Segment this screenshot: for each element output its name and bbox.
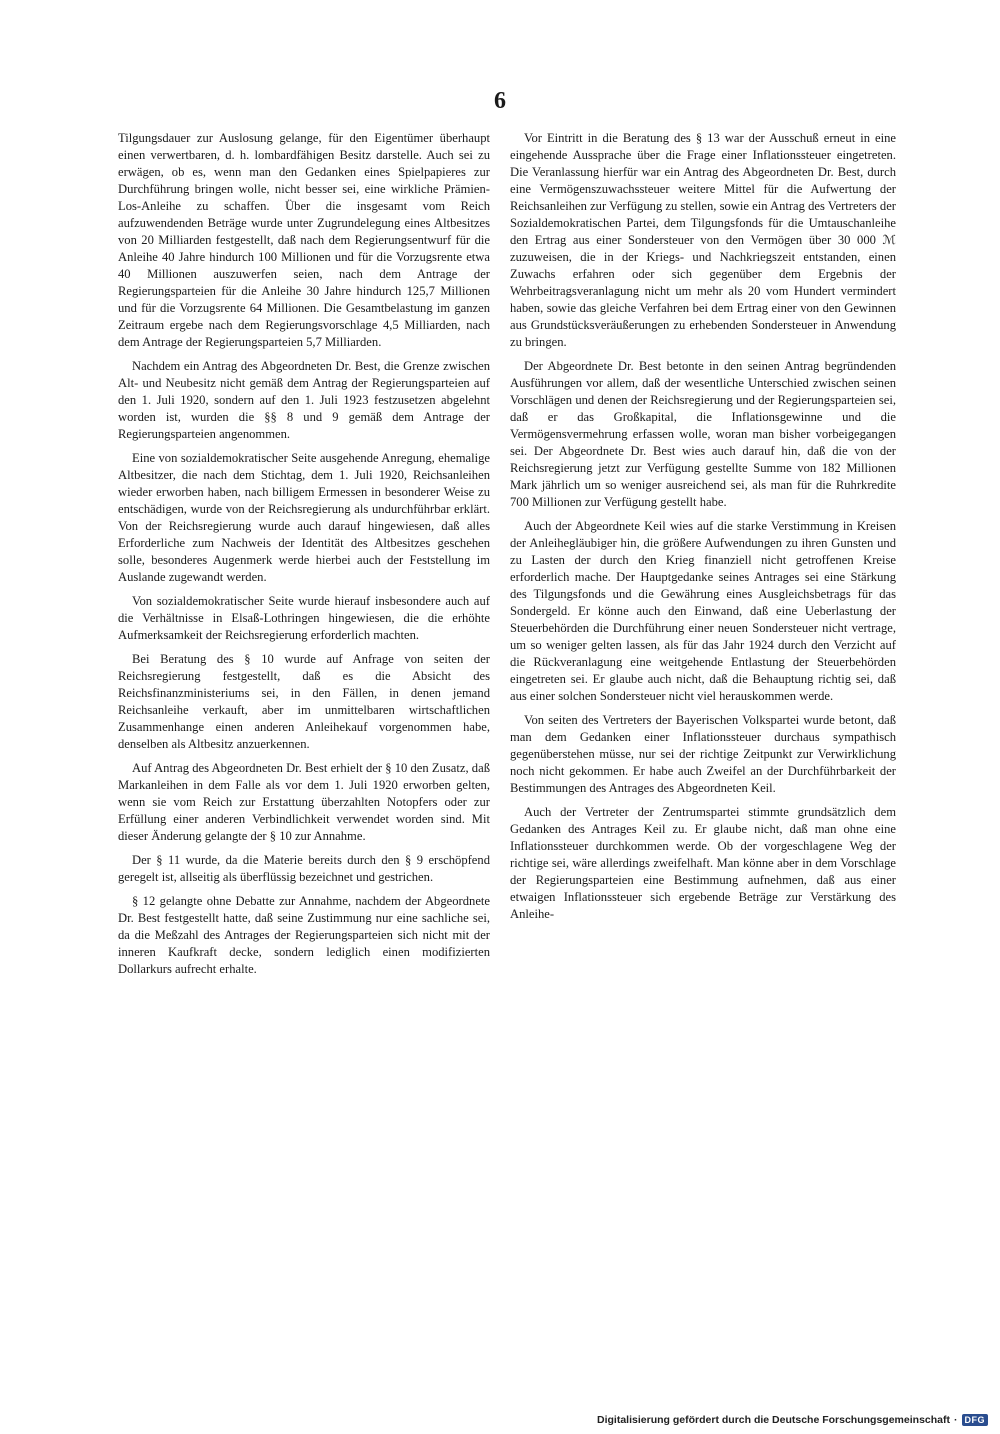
left-paragraph-3: Eine von sozialdemokratischer Seite ausgehende Anregung, ehemalige Altbesitzer, die nach dem Stichtag, dem 1. Juli 1920, Reichsanleihen wieder erworben haben, nach billigem Ermessen in besonderer Weise zu entschädigen, wurde von der Reichsregierung als undurchführbar erklärt. Von der Reichsregierung wurde auch darauf hingewiesen, daß alles Erforderliche zum Nachweis der Identität des Altbesitzes geschehen solle, besonderes Augenmerk werde hierbei auch der Feststellung im Auslande zugewandt werden.: [118, 451, 490, 584]
right-paragraph-5: Auch der Vertreter der Zentrumspartei stimmte grundsätzlich dem Gedanken des Antrages Keil zu. Er glaube nicht, daß man ohne eine Inflationssteuer durchkommen werde. Ob der vorgeschlagene Weg der richtige sei, wäre allerdings zweifelhaft. Man könne aber in dem Vorschlage der Regierungsparteien eine Bestimmung aufnehmen, daß aus einer etwaigen Inflationssteuer sich ergebende Beträge zur Verstärkung des Anleihe-: [510, 805, 896, 921]
right-paragraph-3: Auch der Abgeordnete Keil wies auf die starke Verstimmung in Kreisen der Anleihegläubiger hin, die größere Aufwendungen zu ihren Gunsten und zu Lasten der durch den Krieg finanziell nicht getroffenen Kreise erforderlich mache. Der Hauptgedanke seines Antrages sei eine Stärkung des Tilgungsfonds und die Gewährung eines Ausgleichsbetrags für das Sondergeld. Er könne auch den Einwand, daß eine Ueberlastung der Steuerbehörden die Durchführung einer neuen Sondersteuer nicht vertrage, um so weniger gelten lassen, als für das Jahr 1924 durch den Verzicht auf die Rückveranlagung eine weitgehende Entlastung der Steuerbehörden eingetreten sei. Er glaube auch nicht, daß die Behauptung richtig sei, daß aus einer solchen Sondersteuer nicht viel herauskommen werde.: [510, 519, 896, 703]
dfg-logo: DFG: [962, 1414, 989, 1426]
left-paragraph-6: Auf Antrag des Abgeordneten Dr. Best erhielt der § 10 den Zusatz, daß Markanleihen in dem Falle als vor dem 1. Juli 1920 erworben gelten, wenn sie vom Reich zur Erstattung überzahlten Notopfers oder zur Erfüllung einer anderen Verbindlichkeit verwendet worden sind. Mit dieser Änderung gelangte der § 10 zur Annahme.: [118, 761, 490, 843]
right-paragraph-2: Der Abgeordnete Dr. Best betonte in den seinen Antrag begründenden Ausführungen vor allem, daß der wesentliche Unterschied zwischen seinen Vorschlägen und denen der Reichsregierung und der Regierungsparteien sei, daß er das Großkapital, die Inflationsgewinne und die Vermögensvermehrung erfassen wolle, woran man bisher vorbeigegangen sei. Der Abgeordnete Dr. Best wies auch darauf hin, daß die von der Reichsregierung jetzt zur Verfügung gestellte Summe von 182 Millionen Mark jährlich um so weniger ausreichend sei, als man für die Ruhrkredite 700 Millionen zur Verfügung gestellt habe.: [510, 359, 896, 509]
footer-text: Digitalisierung gefördert durch die Deutsche Forschungsgemeinschaft: [597, 1414, 950, 1426]
left-column: [118, 130, 490, 985]
left-paragraph-4: Von sozialdemokratischer Seite wurde hierauf insbesondere auch auf die Verhältnisse in Elsaß-Lothringen hingewiesen, die die erhöhte Aufmerksamkeit der Reichsregierung erforderlich machten.: [118, 594, 490, 642]
left-paragraph-2: Nachdem ein Antrag des Abgeordneten Dr. Best, die Grenze zwischen Alt- und Neubesitz nicht gemäß dem Antrag der Regierungsparteien auf den 1. Juli 1920, sondern auf den 1. Juli 1923 festzusetzen abgelehnt worden ist, wurden die §§ 8 und 9 gemäß dem Antrage der Regierungsparteien angenommen.: [118, 359, 490, 441]
left-paragraph-8: § 12 gelangte ohne Debatte zur Annahme, nachdem der Abgeordnete Dr. Best festgestellt hatte, daß seine Zustimmung nur eine sachliche sei, da die Meßzahl des Antrages der Regierungsparteien sich nicht mit der inneren Kaufkraft decke, sondern lediglich einen modifizierten Dollarkurs aufrecht erhalte.: [118, 894, 490, 976]
footer: Digitalisierung gefördert durch die Deutsche Forschungsgemeinschaft · DFG: [597, 1414, 988, 1426]
right-paragraph-4: Von seiten des Vertreters der Bayerischen Volkspartei wurde betont, daß man dem Gedanken einer Inflationssteuer durchaus sympathisch gegenüberstehen müsse, nur sei der richtige Zeitpunkt zur Verwirklichung noch nicht gekommen. Er habe auch Zweifel an der Durchführbarkeit der Bestimmungen des Antrages des Abgeordneten Keil.: [510, 713, 896, 795]
left-paragraph-5: Bei Beratung des § 10 wurde auf Anfrage von seiten der Reichsregierung festgestellt, daß es die Absicht des Reichsfinanzministeriums sei, in den Fällen, in denen jemand Reichsanleihe verkauft, aber im unmittelbaren wirtschaftlichen Zusammenhange einen anderen Anleihekauf vorgenommen habe, denselben als Altbesitz anzuerkennen.: [118, 652, 490, 751]
left-paragraph-1: Tilgungsdauer zur Auslosung gelange, für den Eigentümer überhaupt einen verwertbaren, d. h. lombardfähigen Besitz darstelle. Auch sei zu erwägen, ob es, wenn man den Gedanken eines Spielpapieres zur Durchführung bringen wolle, nicht besser sei, eine wirkliche Prämien-Los-Anleihe zu schaffen. Über die insgesamt vom Reich aufzuwendenden Beträge wurde unter Zugrundelegung eines Altbesitzes von 20 Milliarden festgestellt, daß nach dem Regierungsentwurf für die Anleihe 40 Jahre hindurch 100 Millionen und für die Vorzugsrente etwa 40 Millionen auszuwerfen seien, nach dem Antrage der Regierungsparteien für die Anleihe 30 Jahre hindurch 125,7 Millionen und für die Vorzugsrente 64 Millionen. Die Gesamtbelastung im ganzen Zeitraum ergebe nach dem Regierungsvorschlage 4,5 Milliarden, nach dem Antrage der Regierungsparteien 5,7 Milliarden.: [118, 131, 490, 349]
page-number: 6: [494, 88, 506, 114]
left-paragraph-7: Der § 11 wurde, da die Materie bereits durch den § 9 erschöpfend geregelt ist, allseitig als überflüssig bezeichnet und gestrichen.: [118, 853, 490, 884]
right-column: [510, 130, 896, 930]
right-paragraph-1: Vor Eintritt in die Beratung des § 13 war der Ausschuß erneut in eine eingehende Aussprache über die Frage einer Inflationssteuer eingetreten. Die Veranlassung hierfür war ein Antrag des Abgeordneten Dr. Best, durch eine Vermögenszuwachssteuer weitere Mittel für die Aufwertung der Reichsanleihen zur Verfügung zu stellen, sowie ein Antrag des Vertreters der Sozialdemokratischen Partei, dem Tilgungsfonds für die Umtauschanleihe den Ertrag aus einer Sondersteuer von den Vermögen über 30 000 ℳ zuzuweisen, die in der Kriegs- und Nachkriegszeit entstanden, einen Zuwachs erfahren oder sich gegenüber dem Ergebnis der Wehrbeitragsveranlagung nicht um mehr als 20 vom Hundert vermindert haben, sowie das gleiche Verfahren bei dem Ertrag einer von den Gewinnen aus Grundstücksveräußerungen zu erhebenden Sondersteuer in Anwendung zu bringen.: [510, 131, 896, 349]
